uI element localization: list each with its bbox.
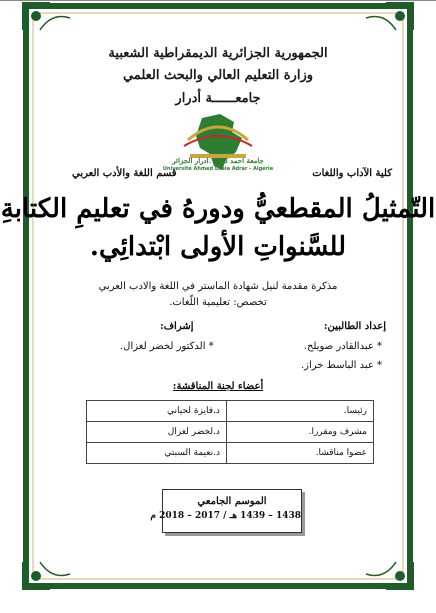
specialization: تخصص: تعليمية اللّغات. — [169, 297, 267, 308]
committee-label: أعضاء لجنة المناقشة: — [172, 381, 264, 392]
season-label: الموسم الجامعي — [197, 496, 267, 507]
department-name: قسم اللغة والأدب العربي — [72, 168, 177, 179]
committee-member-role: رئيسا. — [226, 401, 373, 422]
committee-member-name: د.فايزة لحياني — [87, 401, 227, 422]
ministry-name: وزارة التعليم العالي والبحث العلمي — [122, 68, 314, 83]
committee-table — [86, 400, 374, 464]
faculty-name: كلية الآداب واللغات — [312, 168, 392, 179]
academic-season-box — [150, 489, 302, 533]
thesis-title-line-2: للسَّنواتِ الأولى ابْتدائِي. — [89, 232, 347, 262]
student-name: * عبدالقادر صويلح. — [303, 341, 382, 352]
committee-member-role: عضوا مناقشا. — [226, 443, 373, 464]
table-row — [87, 443, 374, 464]
university-name: جامعــــــة أدرار — [175, 91, 261, 106]
students-label: إعداد الطالبين: — [323, 321, 386, 332]
committee-member-name: د.نعيمة السبتي — [87, 443, 227, 464]
table-row — [87, 401, 374, 422]
season-years: 1438 – 1439 هـ / 2017 – 2018 م — [150, 511, 301, 521]
supervisor-name: * الدكتور لخضر لغزال. — [120, 341, 214, 352]
republic-name: الجمهورية الجزائرية الديمقراطية الشعبية — [108, 46, 328, 61]
committee-member-role: مشرف ومقررا. — [226, 422, 373, 443]
supervision-label: إشراف: — [160, 321, 194, 332]
logo-latin-caption: Université Ahmed Draia Adrar - Algérie — [162, 166, 274, 172]
table-row — [87, 422, 374, 443]
logo-arabic-caption: جامعة احمد دراية .ادرار الجزائر — [172, 156, 264, 165]
committee-member-name: د.لخضر لغزال — [87, 422, 227, 443]
memo-description: مذكرة مقدمة لنيل شهادة الماستر في اللغة والادب العربي — [98, 281, 338, 292]
student-name: * عبد الباسط خراز. — [300, 360, 382, 371]
thesis-title-line-1: التّمثيلُ المقطعيُّ ودورهُ في تعليمِ الكتابةِ — [0, 194, 436, 224]
